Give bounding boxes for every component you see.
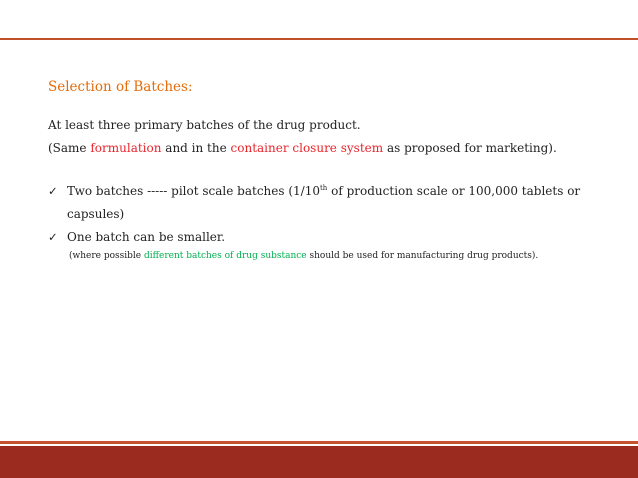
footnote-part1: (where possible <box>69 251 144 261</box>
footer-band <box>0 446 638 478</box>
slide-title: Selection of Batches: <box>48 79 193 95</box>
bullet-1-text-a: Two batches ----- pilot scale batches (1/10 <box>67 184 320 198</box>
intro-line-2-part1: (Same <box>48 141 91 155</box>
bullet-item-2 <box>48 230 225 244</box>
footnote-part2: should be used for manufacturing drug products). <box>306 251 539 261</box>
bullet-1-text-b: of production scale or 100,000 tablets or <box>327 184 581 198</box>
container-closure-highlight: container closure system <box>230 141 384 155</box>
drug-substance-highlight: different batches of drug substance <box>143 251 307 261</box>
bullet-1-superscript: th <box>319 184 328 192</box>
footnote <box>69 251 538 261</box>
checkmark-icon: ✓ <box>48 184 58 198</box>
intro-line-2-part2: and in the <box>161 141 231 155</box>
bullet-item-1 <box>48 184 580 198</box>
bullet-1-continuation: capsules) <box>67 207 125 221</box>
intro-line-2 <box>48 141 557 155</box>
bottom-divider-line <box>0 441 638 444</box>
intro-line: At least three primary batches of the drug product. <box>48 118 361 132</box>
bullet-2-text: One batch can be smaller. <box>67 230 226 244</box>
formulation-highlight: formulation <box>90 141 162 155</box>
intro-line-2-part3: as proposed for marketing). <box>383 141 557 155</box>
checkmark-icon: ✓ <box>48 230 58 244</box>
top-divider-line <box>0 38 638 40</box>
